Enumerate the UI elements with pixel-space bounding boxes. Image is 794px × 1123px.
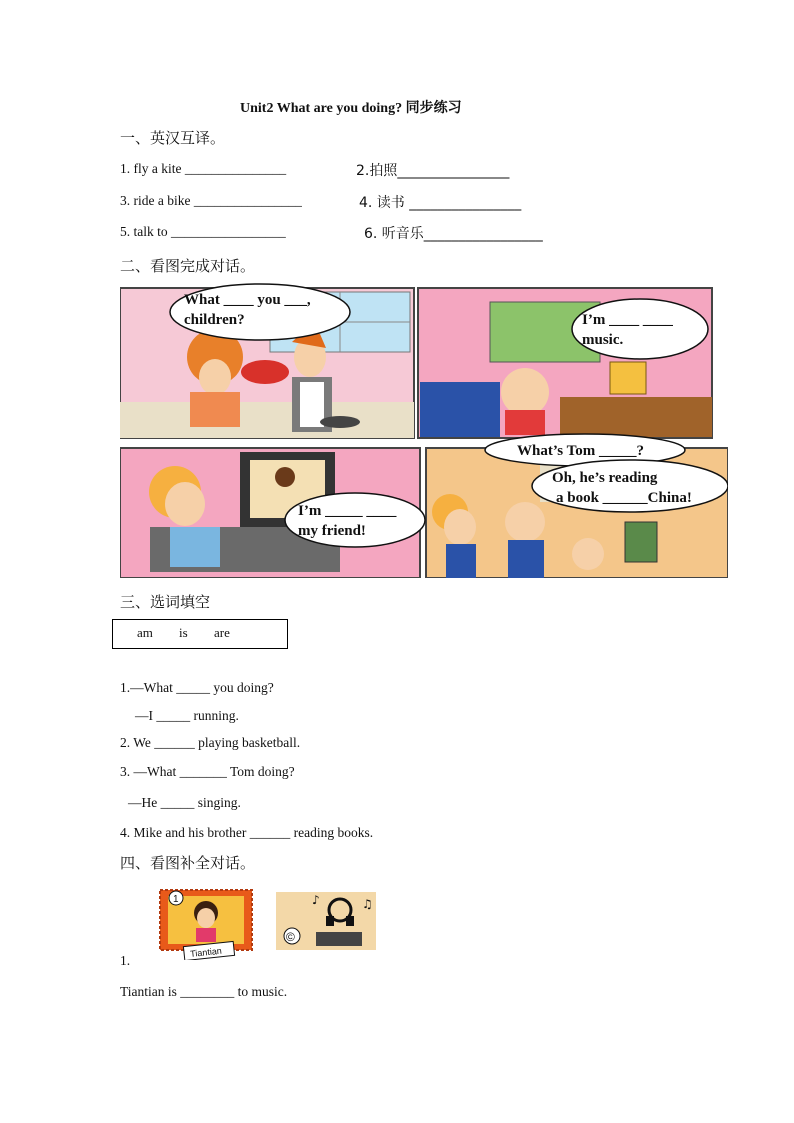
s1-item-6: 6. 听音乐_________________ <box>364 226 543 242</box>
section1-heading: 一、英汉互译。 <box>120 129 226 147</box>
bubble-2 <box>572 299 708 359</box>
page-title: Unit2 What are you doing? 同步练习 <box>240 101 462 116</box>
music-player-picture <box>276 886 376 950</box>
s1-item-4: 4. 读书 ________________ <box>359 195 522 211</box>
bubble-4-line-1: What’s Tom _____? <box>517 443 644 459</box>
stamp-label: Tiantian <box>189 945 223 959</box>
bubble-5-line-2: a book ______China! <box>556 490 692 506</box>
section2-heading: 二、看图完成对话。 <box>120 257 256 275</box>
word-am: am <box>137 625 153 640</box>
word-box <box>112 619 288 649</box>
s1-item-1: 1. fly a kite _______________ <box>120 161 287 176</box>
word-is: is <box>179 625 188 640</box>
bubble-3 <box>285 493 425 547</box>
section3-heading: 三、选词填空 <box>120 593 211 611</box>
s3-item-3: 3. —What _______ Tom doing? <box>120 764 295 779</box>
s3-item-4: 4. Mike and his brother ______ reading books. <box>120 825 374 840</box>
s3-item-1-answer: —I _____ running. <box>135 708 239 723</box>
bubble-1-line-2: children? <box>184 312 245 328</box>
bubble-1 <box>170 284 350 340</box>
s1-item-5: 5. talk to _________________ <box>120 224 286 239</box>
word-are: are <box>214 625 230 640</box>
bubble-3-line-2: my friend! <box>298 523 366 539</box>
svg-text:♪: ♪ <box>312 893 320 907</box>
bubble-3-line-1: I’m _____ ____ <box>298 503 397 519</box>
s4-item-number: 1. <box>120 953 131 968</box>
copyright-mark: © <box>286 930 295 944</box>
s4-sentence: Tiantian is ________ to music. <box>120 984 288 999</box>
bubble-1-line-1: What ____ you ___, <box>184 292 311 308</box>
s1-item-3: 3. ride a bike ________________ <box>120 193 302 208</box>
s3-item-3-answer: —He _____ singing. <box>128 795 241 810</box>
bubble-5 <box>532 460 728 512</box>
tiantian-stamp <box>158 888 254 960</box>
stamp-number: 1 <box>173 894 179 905</box>
svg-text:♫: ♫ <box>362 897 373 911</box>
section4-heading: 四、看图补全对话。 <box>120 854 256 872</box>
s3-item-2: 2. We ______ playing basketball. <box>120 735 301 750</box>
s1-item-2: 2.拍照________________ <box>356 163 510 179</box>
comic-strip <box>120 282 728 578</box>
s3-item-1: 1.—What _____ you doing? <box>120 680 274 695</box>
bubble-2-line-1: I’m ____ ____ <box>582 312 673 328</box>
bubble-5-line-1: Oh, he’s reading <box>552 470 658 486</box>
bubble-2-line-2: music. <box>582 332 624 348</box>
